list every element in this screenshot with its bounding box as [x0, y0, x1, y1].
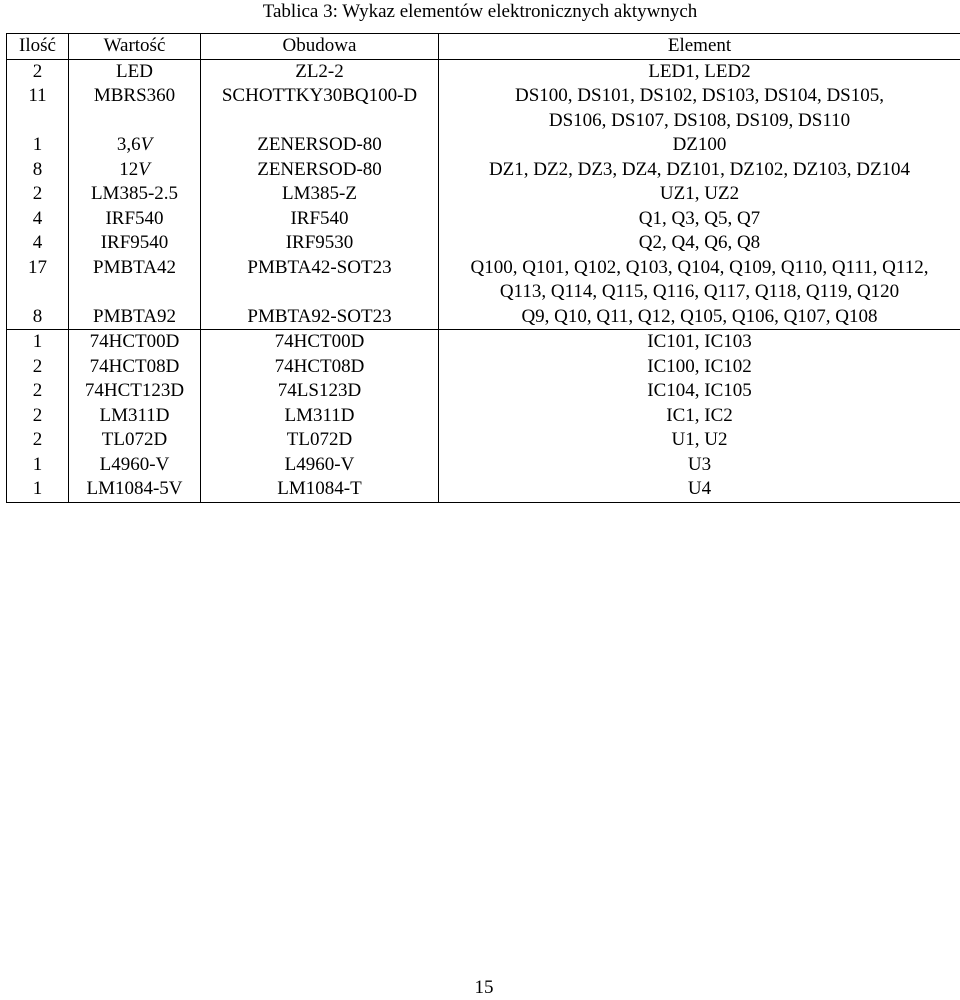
cell-package: ZL2-2 — [201, 59, 439, 84]
element-line: U4 — [443, 477, 956, 502]
value-text: LM1084-5V — [86, 478, 182, 499]
cell-qty: 2 — [7, 428, 69, 453]
cell-element — [439, 207, 960, 232]
cell-element — [439, 404, 960, 429]
cell-qty: 8 — [7, 158, 69, 183]
cell-value — [69, 59, 201, 84]
cell-package: ZENERSOD-80 — [201, 133, 439, 158]
column-header-value: Wartość — [69, 34, 201, 60]
cell-element — [439, 305, 960, 330]
value-text: IRF540 — [105, 208, 163, 229]
cell-package: LM1084-T — [201, 477, 439, 502]
cell-element — [439, 355, 960, 380]
cell-value — [69, 477, 201, 502]
table-row — [7, 59, 960, 84]
table-row — [7, 84, 960, 133]
element-line: Q113, Q114, Q115, Q116, Q117, Q118, Q119, Q120 — [443, 280, 956, 305]
element-line: U3 — [443, 453, 956, 478]
cell-qty: 4 — [7, 231, 69, 256]
cell-element — [439, 379, 960, 404]
element-line: DZ100 — [443, 133, 956, 158]
cell-package: LM311D — [201, 404, 439, 429]
cell-value — [69, 231, 201, 256]
element-line: Q2, Q4, Q6, Q8 — [443, 231, 956, 256]
cell-value — [69, 182, 201, 207]
value-text: LED — [116, 61, 153, 82]
column-header-qty: Ilość — [7, 34, 69, 60]
table-row — [7, 330, 960, 355]
cell-element — [439, 453, 960, 478]
cell-qty: 2 — [7, 404, 69, 429]
column-header-package: Obudowa — [201, 34, 439, 60]
cell-value — [69, 404, 201, 429]
cell-qty: 1 — [7, 477, 69, 502]
table-row — [7, 428, 960, 453]
table-header — [7, 34, 960, 60]
cell-value — [69, 305, 201, 330]
value-text: 74HCT08D — [90, 356, 180, 377]
element-line: Q100, Q101, Q102, Q103, Q104, Q109, Q110, Q111, Q112, — [443, 256, 956, 281]
value-text: L4960-V — [100, 454, 170, 475]
cell-qty: 2 — [7, 59, 69, 84]
cell-qty: 2 — [7, 379, 69, 404]
cell-value — [69, 84, 201, 133]
table-row — [7, 207, 960, 232]
element-line: IC101, IC103 — [443, 330, 956, 355]
value-unit: V — [138, 159, 150, 180]
cell-value — [69, 379, 201, 404]
cell-element — [439, 84, 960, 133]
value-text: LM385-2.5 — [91, 183, 178, 204]
table-row — [7, 404, 960, 429]
cell-value — [69, 158, 201, 183]
value-text: MBRS360 — [94, 85, 175, 106]
cell-qty: 2 — [7, 355, 69, 380]
cell-qty: 1 — [7, 330, 69, 355]
cell-element — [439, 256, 960, 305]
value-text: 74HCT123D — [85, 380, 184, 401]
cell-element — [439, 330, 960, 355]
cell-qty: 2 — [7, 182, 69, 207]
table-row — [7, 379, 960, 404]
table-row — [7, 355, 960, 380]
cell-element — [439, 428, 960, 453]
element-line: IC1, IC2 — [443, 404, 956, 429]
table-row — [7, 158, 960, 183]
cell-package: LM385-Z — [201, 182, 439, 207]
cell-package: 74LS123D — [201, 379, 439, 404]
header-row — [7, 34, 960, 60]
cell-package: IRF9530 — [201, 231, 439, 256]
value-text: LM311D — [99, 405, 169, 426]
table-row — [7, 133, 960, 158]
cell-package: L4960-V — [201, 453, 439, 478]
value-text: 12 — [119, 159, 138, 180]
element-line: UZ1, UZ2 — [443, 182, 956, 207]
value-text: PMBTA92 — [93, 306, 176, 327]
table-caption: Tablica 3: Wykaz elementów elektronicznych aktywnych — [0, 0, 960, 24]
cell-element — [439, 158, 960, 183]
cell-package: 74HCT00D — [201, 330, 439, 355]
cell-qty: 11 — [7, 84, 69, 133]
cell-value — [69, 453, 201, 478]
cell-package: PMBTA42-SOT23 — [201, 256, 439, 305]
cell-value — [69, 355, 201, 380]
table-row — [7, 182, 960, 207]
cell-element — [439, 182, 960, 207]
value-text: 74HCT00D — [90, 331, 180, 352]
cell-element — [439, 59, 960, 84]
element-line: DS106, DS107, DS108, DS109, DS110 — [443, 109, 956, 134]
table-row — [7, 477, 960, 502]
cell-element — [439, 477, 960, 502]
page-number: 15 — [0, 976, 960, 1000]
table-body — [7, 59, 960, 502]
table-row — [7, 231, 960, 256]
element-line: LED1, LED2 — [443, 60, 956, 85]
value-text: IRF9540 — [101, 232, 169, 253]
components-table — [6, 33, 960, 503]
cell-package: IRF540 — [201, 207, 439, 232]
element-line: DS100, DS101, DS102, DS103, DS104, DS105, — [443, 84, 956, 109]
cell-element — [439, 133, 960, 158]
cell-package: 74HCT08D — [201, 355, 439, 380]
cell-qty: 8 — [7, 305, 69, 330]
cell-qty: 1 — [7, 453, 69, 478]
column-header-element: Element — [439, 34, 960, 60]
value-text: PMBTA42 — [93, 257, 176, 278]
cell-value — [69, 428, 201, 453]
value-text: TL072D — [102, 429, 167, 450]
element-line: IC100, IC102 — [443, 355, 956, 380]
element-line: U1, U2 — [443, 428, 956, 453]
cell-value — [69, 133, 201, 158]
element-line: Q9, Q10, Q11, Q12, Q105, Q106, Q107, Q108 — [443, 305, 956, 330]
element-line: IC104, IC105 — [443, 379, 956, 404]
cell-element — [439, 231, 960, 256]
cell-package: TL072D — [201, 428, 439, 453]
cell-value — [69, 256, 201, 305]
element-line: DZ1, DZ2, DZ3, DZ4, DZ101, DZ102, DZ103, DZ104 — [443, 158, 956, 183]
cell-package: PMBTA92-SOT23 — [201, 305, 439, 330]
cell-value — [69, 330, 201, 355]
table-row — [7, 305, 960, 330]
value-text: 3,6 — [117, 134, 141, 155]
cell-value — [69, 207, 201, 232]
table-row — [7, 256, 960, 305]
cell-package: ZENERSOD-80 — [201, 158, 439, 183]
element-line: Q1, Q3, Q5, Q7 — [443, 207, 956, 232]
cell-qty: 17 — [7, 256, 69, 305]
value-unit: V — [141, 134, 153, 155]
cell-qty: 1 — [7, 133, 69, 158]
table-row — [7, 453, 960, 478]
cell-package: SCHOTTKY30BQ100-D — [201, 84, 439, 133]
cell-qty: 4 — [7, 207, 69, 232]
